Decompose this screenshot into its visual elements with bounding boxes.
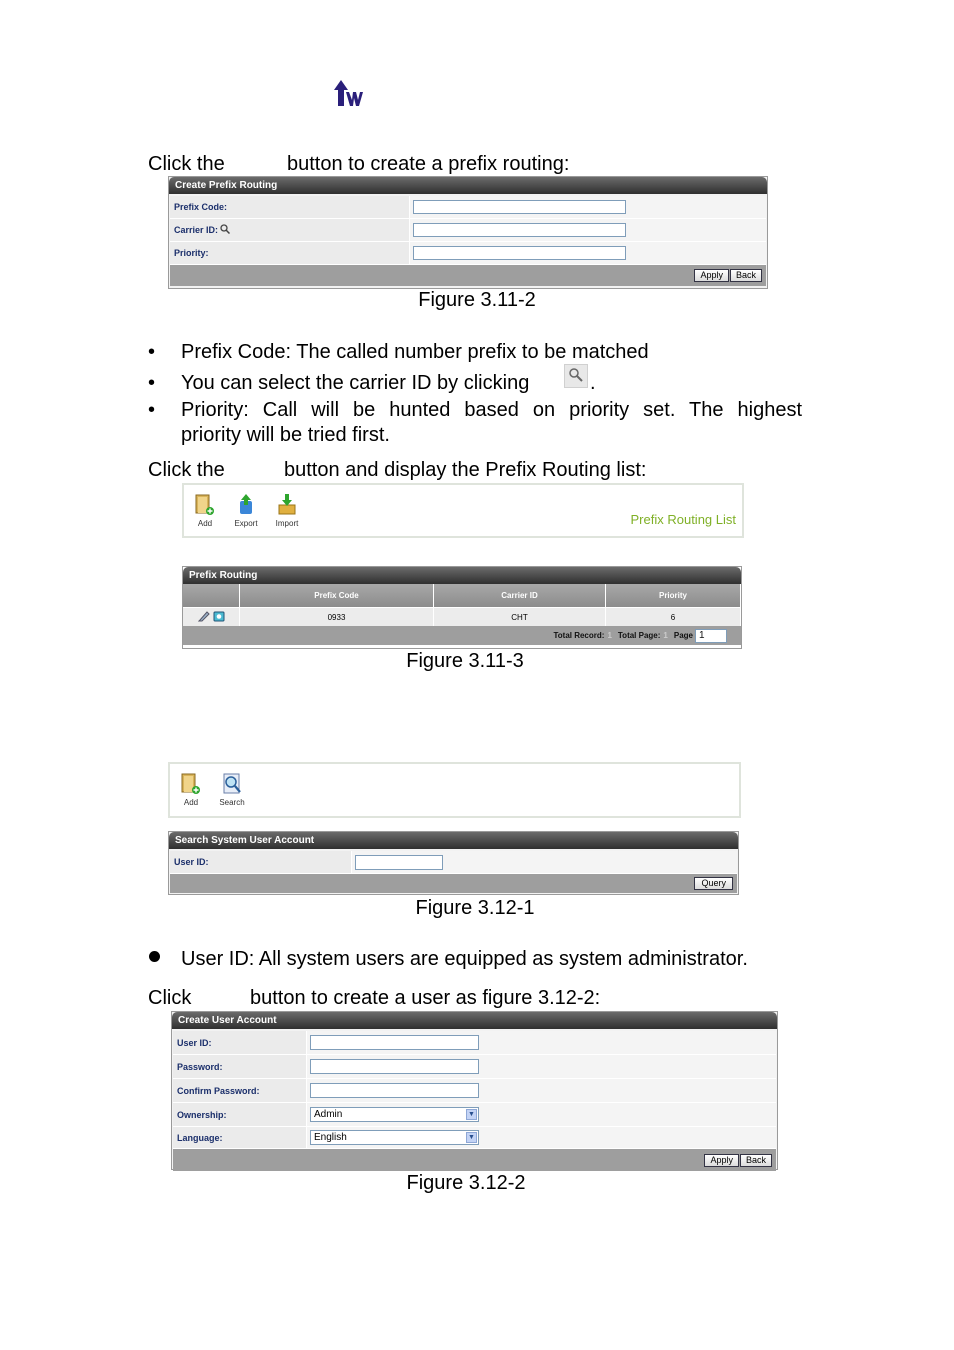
total-record-value: 1 [607, 631, 612, 640]
form-row-ownership [173, 1103, 776, 1127]
create-user-panel [171, 1011, 778, 1170]
figure-caption: Figure 3.11-3 [406, 650, 524, 672]
form-footer [170, 874, 737, 893]
intro-display-list-after: button and display the Prefix Routing list: [284, 459, 647, 481]
confirm-password-label: Confirm Password: [173, 1079, 307, 1102]
language-select[interactable] [310, 1130, 479, 1145]
export-label: Export [234, 519, 258, 528]
bullet-marker [149, 951, 160, 962]
user-id-search-input[interactable] [355, 855, 443, 870]
table-header [183, 584, 741, 607]
form-footer [173, 1149, 776, 1171]
create-prefix-routing-panel [168, 176, 768, 289]
view-icon[interactable] [213, 610, 225, 624]
chevron-down-icon: ▼ [466, 1132, 477, 1143]
ownership-label: Ownership: [173, 1103, 307, 1126]
table-title: Prefix Routing [183, 567, 741, 584]
prefix-routing-toolbar [182, 483, 744, 538]
bullet-priority-line1: Priority: Call will be hunted based on priority set. The highest [181, 399, 802, 421]
bullet-priority-line2: priority will be tried first. [181, 424, 390, 446]
column-header-carrier-id: Carrier ID [434, 584, 606, 607]
intro-create-user-before: Click [148, 987, 192, 1009]
language-label: Language: [173, 1127, 307, 1148]
column-header-prefix-code: Prefix Code [240, 584, 434, 607]
company-logo [332, 78, 368, 108]
form-row-language [173, 1127, 776, 1149]
form-row-carrier-id [170, 219, 766, 242]
prefix-routing-list-title: Prefix Routing List [630, 512, 736, 527]
prefix-routing-table [182, 566, 742, 649]
password-input[interactable] [310, 1059, 479, 1074]
form-row-user-id [173, 1031, 776, 1055]
form-row-password [173, 1055, 776, 1079]
add-folder-icon [180, 772, 202, 796]
carrier-id-input[interactable] [413, 223, 626, 237]
back-button[interactable]: Back [740, 1154, 772, 1167]
cell-carrier-id: CHT [434, 608, 606, 626]
bullet-prefix-code: Prefix Code: The called number prefix to be matched [181, 341, 649, 363]
actions-header [183, 584, 240, 607]
search-icon [564, 364, 588, 388]
import-label: Import [275, 519, 299, 528]
bullet-period: . [590, 372, 596, 394]
password-label: Password: [173, 1055, 307, 1078]
table-footer [183, 626, 741, 645]
total-page-value: 1 [663, 631, 668, 640]
export-icon [235, 493, 257, 517]
add-tool[interactable] [180, 772, 202, 807]
panel-title: Create Prefix Routing [169, 177, 767, 194]
apply-button[interactable]: Apply [694, 269, 729, 282]
prefix-code-label: Prefix Code: [170, 196, 410, 218]
bullet-marker: • [148, 341, 156, 363]
confirm-password-input[interactable] [310, 1083, 479, 1098]
form-footer [170, 265, 766, 286]
bullet-user-id: User ID: All system users are equipped as system administrator. [181, 948, 748, 970]
intro-display-list-before: Click the [148, 459, 225, 481]
form-row-confirm-password [173, 1079, 776, 1103]
bullet-marker: • [148, 372, 156, 394]
add-tool[interactable] [194, 493, 216, 528]
ownership-selected-value: Admin [314, 1109, 343, 1120]
import-icon [276, 493, 298, 517]
apply-button[interactable]: Apply [704, 1154, 739, 1167]
figure-caption: Figure 3.11-2 [418, 289, 536, 311]
add-folder-icon [194, 493, 216, 517]
user-id-label: User ID: [173, 1031, 307, 1054]
panel-title: Create User Account [172, 1012, 777, 1029]
form-row-prefix-code [170, 196, 766, 219]
language-selected-value: English [314, 1132, 347, 1143]
page-input[interactable]: 1 [695, 629, 727, 643]
add-label: Add [183, 798, 199, 807]
bullet-carrier-id: You can select the carrier ID by clicking [181, 372, 530, 394]
chevron-down-icon: ▼ [466, 1109, 477, 1120]
form-row-user-id [170, 851, 737, 874]
prefix-code-input[interactable] [413, 200, 626, 214]
user-account-toolbar [168, 762, 741, 818]
figure-caption: Figure 3.12-2 [406, 1172, 526, 1194]
cell-priority: 6 [606, 608, 741, 626]
intro-create-prefix-after: button to create a prefix routing: [287, 153, 570, 175]
cell-prefix-code: 0933 [240, 608, 434, 626]
add-label: Add [197, 519, 213, 528]
user-id-label: User ID: [170, 851, 352, 873]
search-user-panel [168, 831, 739, 895]
intro-create-prefix-before: Click the [148, 153, 225, 175]
ownership-select[interactable] [310, 1107, 479, 1122]
search-icon [221, 772, 243, 796]
table-row [183, 607, 741, 626]
back-button[interactable]: Back [730, 269, 762, 282]
search-label: Search [219, 798, 245, 807]
page-label: Page [673, 631, 693, 640]
export-tool[interactable] [230, 493, 262, 528]
user-id-input[interactable] [310, 1035, 479, 1050]
panel-title: Search System User Account [169, 832, 738, 849]
search-icon[interactable] [220, 224, 230, 236]
figure-caption: Figure 3.12-1 [415, 897, 535, 919]
import-tool[interactable] [271, 493, 303, 528]
edit-icon[interactable] [198, 610, 210, 624]
bullet-marker: • [148, 399, 156, 421]
priority-label: Priority: [170, 242, 410, 264]
total-record-label: Total Record: [553, 631, 605, 640]
query-button[interactable]: Query [694, 877, 733, 890]
total-page-label: Total Page: [617, 631, 661, 640]
carrier-id-label: Carrier ID: [174, 225, 219, 235]
form-row-priority [170, 242, 766, 265]
column-header-priority: Priority [606, 584, 741, 607]
priority-input[interactable] [413, 246, 626, 260]
search-tool[interactable] [216, 772, 248, 807]
intro-create-user-after: button to create a user as figure 3.12-2: [250, 987, 601, 1009]
